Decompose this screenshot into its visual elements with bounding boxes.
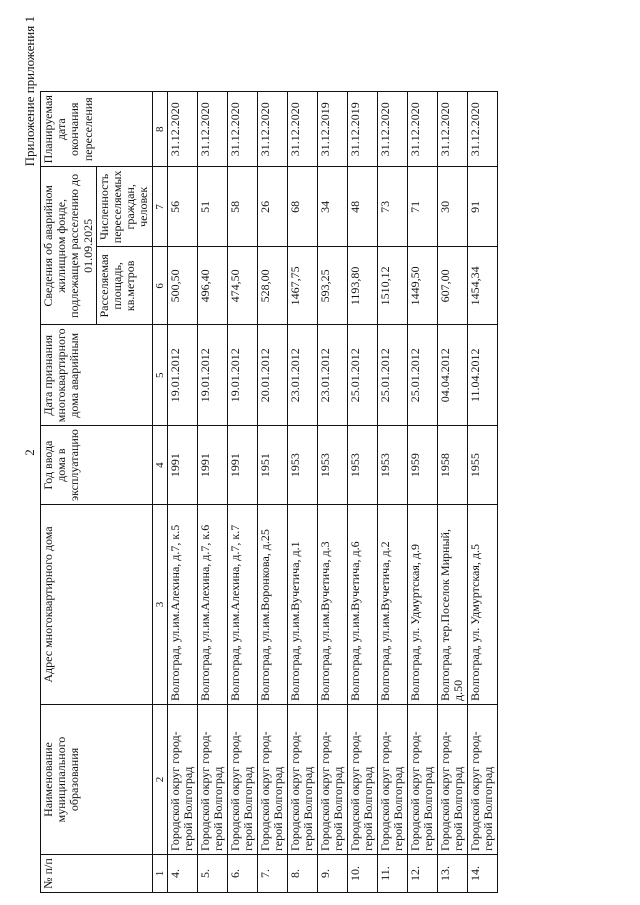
year-cell: 1991 — [227, 426, 257, 505]
area-cell: 1510,12 — [377, 247, 407, 325]
planned-date-cell: 31.12.2020 — [257, 92, 287, 167]
row-number: 12. — [407, 855, 437, 893]
area-cell: 474,50 — [227, 247, 257, 325]
municipality-cell: Городской округ город-герой Волгоград — [347, 705, 377, 855]
municipality-cell: Городской округ город-герой Волгоград — [257, 705, 287, 855]
address-cell: Волгоград, тер.Поселок Мирный, д.50 — [437, 505, 467, 705]
emergency-date-cell: 23.01.2012 — [287, 325, 317, 426]
year-cell: 1953 — [347, 426, 377, 505]
column-number-row — [152, 92, 167, 893]
area-cell: 1449,50 — [407, 247, 437, 325]
emergency-date-cell: 19.01.2012 — [197, 325, 227, 426]
area-cell: 496,40 — [197, 247, 227, 325]
emergency-date-cell: 25.01.2012 — [347, 325, 377, 426]
table-row — [167, 92, 197, 893]
table-row — [437, 92, 467, 893]
planned-date-cell: 31.12.2019 — [347, 92, 377, 167]
row-number: 11. — [377, 855, 407, 893]
planned-date-cell: 31.12.2020 — [227, 92, 257, 167]
people-count-cell: 58 — [227, 167, 257, 247]
header-planned-date: Планируемая дата окончания переселения — [41, 92, 153, 167]
row-number: 14. — [467, 855, 497, 893]
appendix-title: Приложение приложения 1 — [22, 16, 37, 167]
municipality-cell: Городской округ город-герой Волгоград — [317, 705, 347, 855]
col-number: 5 — [152, 325, 167, 426]
area-cell: 593,25 — [317, 247, 347, 325]
table-row — [227, 92, 257, 893]
area-cell: 1467,75 — [287, 247, 317, 325]
table-row — [467, 92, 497, 893]
year-cell: 1958 — [437, 426, 467, 505]
people-count-cell: 71 — [407, 167, 437, 247]
header-area: Расселяемая площадь, кв.метров — [96, 247, 152, 325]
col-number: 2 — [152, 705, 167, 855]
year-cell: 1953 — [377, 426, 407, 505]
people-count-cell: 73 — [377, 167, 407, 247]
row-number: 4. — [167, 855, 197, 893]
planned-date-cell: 31.12.2020 — [287, 92, 317, 167]
year-cell: 1951 — [257, 426, 287, 505]
municipality-cell: Городской округ город-герой Волгоград — [167, 705, 197, 855]
emergency-date-cell: 04.04.2012 — [437, 325, 467, 426]
header-municipality: Наименование муниципального образования — [41, 705, 153, 855]
header-year: Год ввода дома в эксплуатацию — [41, 426, 153, 505]
municipality-cell: Городской округ город-герой Волгоград — [227, 705, 257, 855]
year-cell: 1953 — [317, 426, 347, 505]
row-number: 13. — [437, 855, 467, 893]
people-count-cell: 26 — [257, 167, 287, 247]
municipality-cell: Городской округ город-герой Волгоград — [197, 705, 227, 855]
planned-date-cell: 31.12.2020 — [437, 92, 467, 167]
people-count-cell: 68 — [287, 167, 317, 247]
col-number: 3 — [152, 505, 167, 705]
planned-date-cell: 31.12.2020 — [467, 92, 497, 167]
planned-date-cell: 31.12.2020 — [407, 92, 437, 167]
row-number: 7. — [257, 855, 287, 893]
page-number: 2 — [22, 449, 37, 456]
year-cell: 1991 — [197, 426, 227, 505]
col-number: 8 — [152, 92, 167, 167]
table-row — [317, 92, 347, 893]
emergency-date-cell: 20.01.2012 — [257, 325, 287, 426]
address-cell: Волгоград, ул.им.Вучетича, д.3 — [317, 505, 347, 705]
address-cell: Волгоград, ул. Удмуртская, д.5 — [467, 505, 497, 705]
planned-date-cell: 31.12.2020 — [377, 92, 407, 167]
people-count-cell: 34 — [317, 167, 347, 247]
header-people: Численность переселяемых граждан, человек — [96, 167, 152, 247]
row-number: 9. — [317, 855, 347, 893]
address-cell: Волгоград, ул.им.Вучетича, д.2 — [377, 505, 407, 705]
emergency-date-cell: 25.01.2012 — [407, 325, 437, 426]
area-cell: 500,50 — [167, 247, 197, 325]
municipality-cell: Городской округ город-герой Волгоград — [377, 705, 407, 855]
year-cell: 1991 — [167, 426, 197, 505]
address-cell: Волгоград, ул.им.Вучетича, д.1 — [287, 505, 317, 705]
people-count-cell: 48 — [347, 167, 377, 247]
header-num: № п/п — [41, 855, 153, 893]
people-count-cell: 56 — [167, 167, 197, 247]
header-address: Адрес многоквартирного дома — [41, 505, 153, 705]
row-number: 10. — [347, 855, 377, 893]
table-row — [287, 92, 317, 893]
address-cell: Волгоград, ул. Удмуртская, д.9 — [407, 505, 437, 705]
people-count-cell: 30 — [437, 167, 467, 247]
table-row — [257, 92, 287, 893]
row-number: 6. — [227, 855, 257, 893]
col-number: 6 — [152, 247, 167, 325]
header-date-emergency: Дата признания многоквартирного дома аварийным — [41, 325, 153, 426]
table-row — [377, 92, 407, 893]
table-row — [407, 92, 437, 893]
address-cell: Волгоград, ул.им.Воронкова, д.25 — [257, 505, 287, 705]
people-count-cell: 51 — [197, 167, 227, 247]
address-cell: Волгоград, ул.им.Вучетича, д.6 — [347, 505, 377, 705]
col-number: 1 — [152, 855, 167, 893]
address-cell: Волгоград, ул.им.Алехина, д.7, к.7 — [227, 505, 257, 705]
area-cell: 1193,80 — [347, 247, 377, 325]
table-row — [347, 92, 377, 893]
municipality-cell: Городской округ город-герой Волгоград — [407, 705, 437, 855]
row-number: 8. — [287, 855, 317, 893]
area-cell: 607,00 — [437, 247, 467, 325]
table-row — [197, 92, 227, 893]
emergency-date-cell: 25.01.2012 — [377, 325, 407, 426]
resettlement-table — [40, 91, 498, 893]
municipality-cell: Городской округ город-герой Волгоград — [437, 705, 467, 855]
emergency-date-cell: 11.04.2012 — [467, 325, 497, 426]
area-cell: 1454,34 — [467, 247, 497, 325]
year-cell: 1955 — [467, 426, 497, 505]
planned-date-cell: 31.12.2020 — [197, 92, 227, 167]
col-number: 4 — [152, 426, 167, 505]
municipality-cell: Городской округ город-герой Волгоград — [467, 705, 497, 855]
area-cell: 528,00 — [257, 247, 287, 325]
emergency-date-cell: 19.01.2012 — [167, 325, 197, 426]
emergency-date-cell: 19.01.2012 — [227, 325, 257, 426]
emergency-date-cell: 23.01.2012 — [317, 325, 347, 426]
address-cell: Волгоград, ул.им.Алехина, д.7, к.6 — [197, 505, 227, 705]
year-cell: 1959 — [407, 426, 437, 505]
municipality-cell: Городской округ город-герой Волгоград — [287, 705, 317, 855]
address-cell: Волгоград, ул.им.Алехина, д.7, к.5 — [167, 505, 197, 705]
planned-date-cell: 31.12.2020 — [167, 92, 197, 167]
people-count-cell: 91 — [467, 167, 497, 247]
header-fund-group: Сведения об аварийном жилищном фонде, подлежащем расселению до 01.09.2025 — [41, 167, 97, 325]
row-number: 5. — [197, 855, 227, 893]
col-number: 7 — [152, 167, 167, 247]
planned-date-cell: 31.12.2019 — [317, 92, 347, 167]
year-cell: 1953 — [287, 426, 317, 505]
